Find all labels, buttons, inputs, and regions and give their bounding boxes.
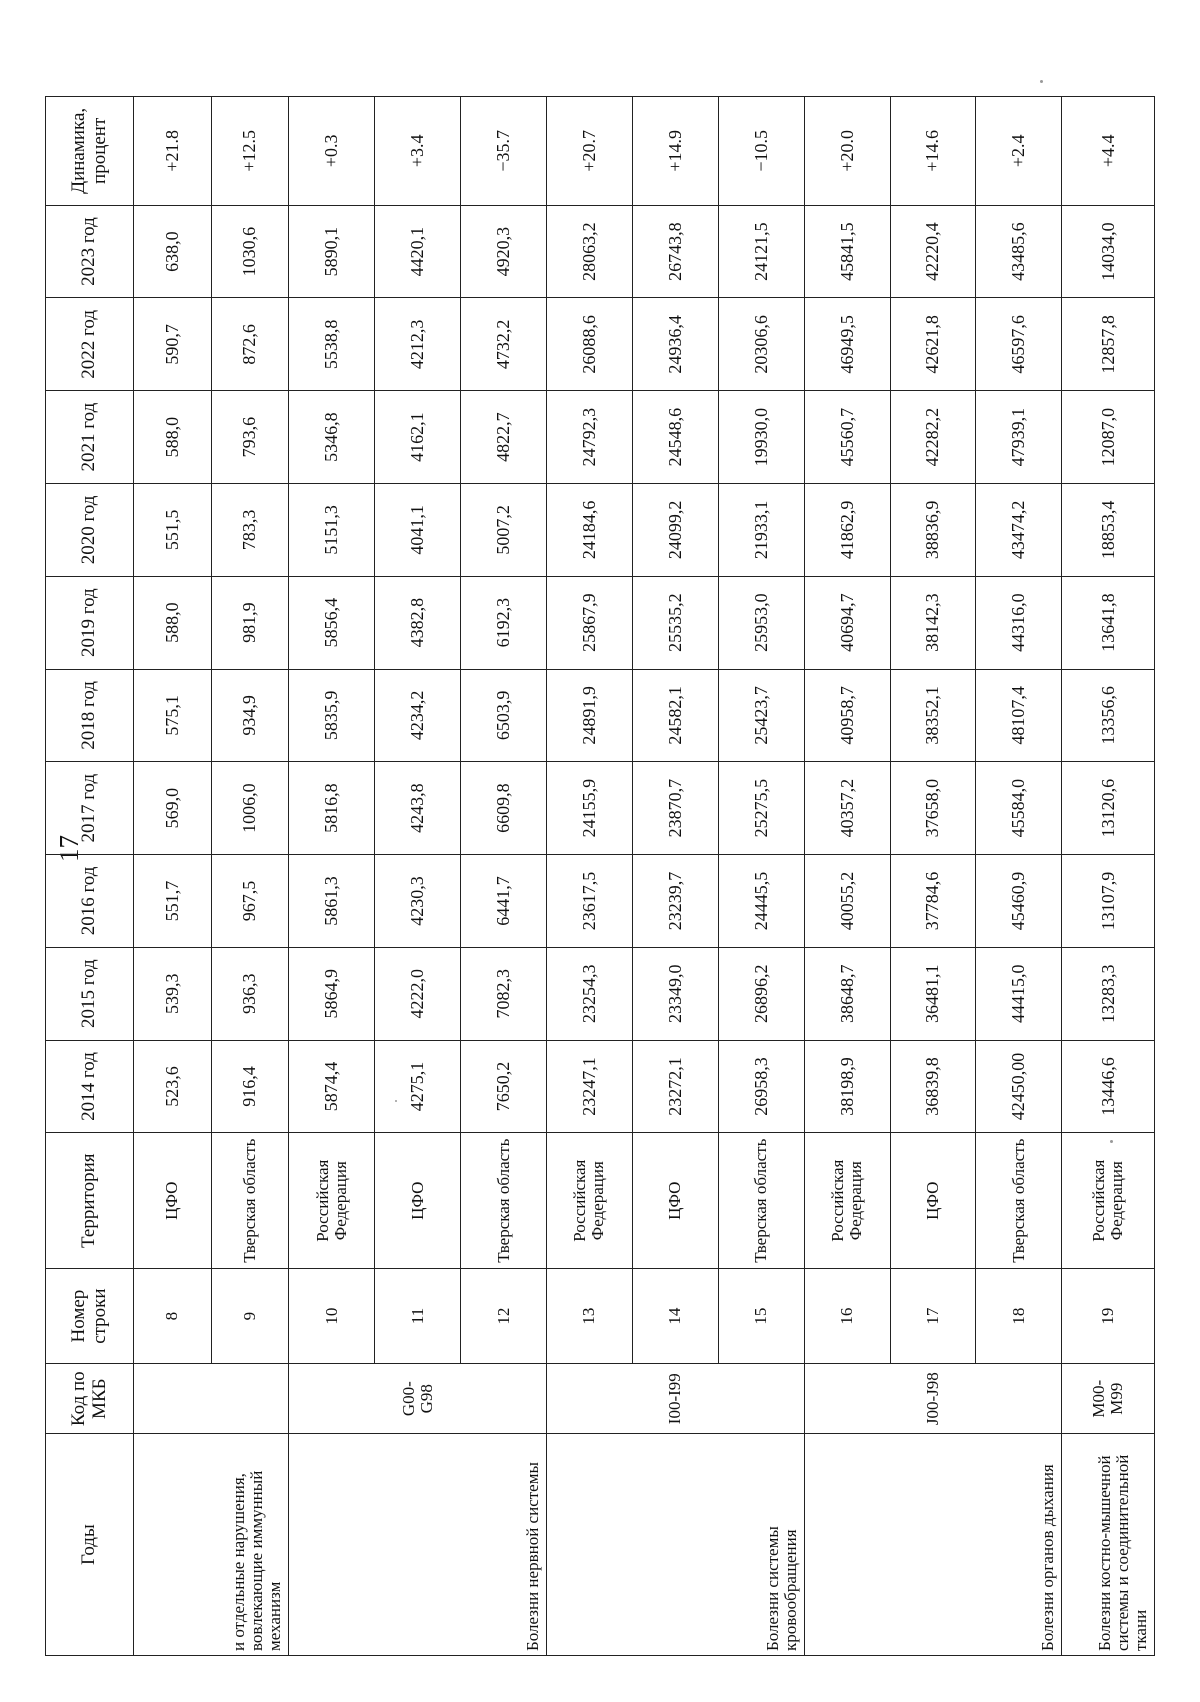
value-cell: 26896,2 [718, 947, 804, 1040]
value-cell: 28063,2 [547, 205, 633, 298]
dynamics-cell: −10.5 [718, 97, 804, 206]
scan-speck [1110, 1140, 1113, 1143]
value-cell: 38836,9 [890, 483, 976, 576]
header-cell: Номер строки [46, 1269, 134, 1364]
value-cell: 6503,9 [461, 669, 547, 762]
value-cell: 5874,4 [289, 1040, 375, 1133]
value-cell: 23247,1 [547, 1040, 633, 1133]
value-cell: 23272,1 [632, 1040, 718, 1133]
header-cell: Код по МКБ [46, 1364, 134, 1434]
value-cell: 4212,3 [375, 298, 461, 391]
row-number-cell: 9 [211, 1269, 289, 1364]
value-cell: 7082,3 [461, 947, 547, 1040]
header-cell: Динамика, процент [46, 97, 134, 206]
value-cell: 13446,6 [1062, 1040, 1155, 1133]
territory-cell: Тверская область [211, 1133, 289, 1269]
value-cell: 967,5 [211, 855, 289, 948]
row-number-cell: 12 [461, 1269, 547, 1364]
value-cell: 590,7 [134, 298, 212, 391]
value-cell: 37658,0 [890, 762, 976, 855]
value-cell: 4275,1 [375, 1040, 461, 1133]
dynamics-cell: +3.4 [375, 97, 461, 206]
header-cell: 2021 год [46, 391, 134, 484]
header-cell: 2019 год [46, 576, 134, 669]
header-cell: Годы [46, 1434, 134, 1656]
value-cell: 24792,3 [547, 391, 633, 484]
value-cell: 38648,7 [804, 947, 890, 1040]
value-cell: 44316,0 [976, 576, 1062, 669]
rotated-table-container [45, 96, 1155, 1656]
value-cell: 1030,6 [211, 205, 289, 298]
value-cell: 523,6 [134, 1040, 212, 1133]
value-cell: 37784,6 [890, 855, 976, 948]
value-cell: 14034,0 [1062, 205, 1155, 298]
value-cell: 4041,1 [375, 483, 461, 576]
icd-code-cell: I00-I99 [547, 1364, 805, 1434]
value-cell: 4162,1 [375, 391, 461, 484]
value-cell: 24548,6 [632, 391, 718, 484]
value-cell: 41862,9 [804, 483, 890, 576]
territory-cell: Российская Федерация [289, 1133, 375, 1269]
value-cell: 25423,7 [718, 669, 804, 762]
value-cell: 45841,5 [804, 205, 890, 298]
value-cell: 25867,9 [547, 576, 633, 669]
dynamics-cell: +21.8 [134, 97, 212, 206]
row-number-cell: 14 [632, 1269, 718, 1364]
value-cell: 6192,3 [461, 576, 547, 669]
value-cell: 638,0 [134, 205, 212, 298]
value-cell: 26088,6 [547, 298, 633, 391]
value-cell: 981,9 [211, 576, 289, 669]
row-number-cell: 11 [375, 1269, 461, 1364]
territory-cell: Тверская область [718, 1133, 804, 1269]
value-cell: 4222,0 [375, 947, 461, 1040]
value-cell: 5861,3 [289, 855, 375, 948]
group-name-cell: Болезни органов дыхания [804, 1434, 1062, 1656]
value-cell: 26743,8 [632, 205, 718, 298]
value-cell: 551,7 [134, 855, 212, 948]
value-cell: 40357,2 [804, 762, 890, 855]
header-cell: 2018 год [46, 669, 134, 762]
header-cell: 2015 год [46, 947, 134, 1040]
value-cell: 45584,0 [976, 762, 1062, 855]
value-cell: 47939,1 [976, 391, 1062, 484]
value-cell: 4920,3 [461, 205, 547, 298]
dynamics-cell: +0.3 [289, 97, 375, 206]
value-cell: 588,0 [134, 391, 212, 484]
value-cell: 1006,0 [211, 762, 289, 855]
value-cell: 4382,8 [375, 576, 461, 669]
value-cell: 5890,1 [289, 205, 375, 298]
dynamics-cell: +2.4 [976, 97, 1062, 206]
value-cell: 6441,7 [461, 855, 547, 948]
territory-cell: ЦФО [890, 1133, 976, 1269]
value-cell: 26958,3 [718, 1040, 804, 1133]
value-cell: 42621,8 [890, 298, 976, 391]
value-cell: 12087,0 [1062, 391, 1155, 484]
value-cell: 44415,0 [976, 947, 1062, 1040]
value-cell: 12857,8 [1062, 298, 1155, 391]
value-cell: 43474,2 [976, 483, 1062, 576]
value-cell: 25953,0 [718, 576, 804, 669]
icd-code-cell: M00-M99 [1062, 1364, 1155, 1434]
value-cell: 588,0 [134, 576, 212, 669]
value-cell: 40958,7 [804, 669, 890, 762]
dynamics-cell: −35.7 [461, 97, 547, 206]
header-cell: 2016 год [46, 855, 134, 948]
value-cell: 5346,8 [289, 391, 375, 484]
value-cell: 24099,2 [632, 483, 718, 576]
value-cell: 24582,1 [632, 669, 718, 762]
group-name-cell: Болезни костно-мышечной системы и соединительной ткани [1062, 1434, 1155, 1656]
value-cell: 916,4 [211, 1040, 289, 1133]
value-cell: 23617,5 [547, 855, 633, 948]
value-cell: 24936,4 [632, 298, 718, 391]
header-cell: 2023 год [46, 205, 134, 298]
value-cell: 936,3 [211, 947, 289, 1040]
value-cell: 23870,7 [632, 762, 718, 855]
value-cell: 934,9 [211, 669, 289, 762]
header-cell: Территория [46, 1133, 134, 1269]
value-cell: 5856,4 [289, 576, 375, 669]
dynamics-cell: +14.6 [890, 97, 976, 206]
value-cell: 23349,0 [632, 947, 718, 1040]
value-cell: 20306,6 [718, 298, 804, 391]
value-cell: 42220,4 [890, 205, 976, 298]
group-name-cell: Болезни нервной системы [289, 1434, 547, 1656]
row-number-cell: 13 [547, 1269, 633, 1364]
group-name-cell: и отдельные нарушения, вовлекающие иммунный механизм [134, 1434, 289, 1656]
value-cell: 4243,8 [375, 762, 461, 855]
territory-cell: Тверская область [976, 1133, 1062, 1269]
row-number-cell: 15 [718, 1269, 804, 1364]
icd-code-cell: G00-G98 [289, 1364, 547, 1434]
value-cell: 25275,5 [718, 762, 804, 855]
dynamics-cell: +4.4 [1062, 97, 1155, 206]
value-cell: 575,1 [134, 669, 212, 762]
scan-speck [1040, 80, 1043, 83]
header-cell: 2014 год [46, 1040, 134, 1133]
value-cell: 4732,2 [461, 298, 547, 391]
territory-cell: ЦФО [375, 1133, 461, 1269]
row-number-cell: 10 [289, 1269, 375, 1364]
value-cell: 13356,6 [1062, 669, 1155, 762]
row-number-cell: 16 [804, 1269, 890, 1364]
header-cell: 2022 год [46, 298, 134, 391]
value-cell: 539,3 [134, 947, 212, 1040]
value-cell: 872,6 [211, 298, 289, 391]
value-cell: 25535,2 [632, 576, 718, 669]
value-cell: 21933,1 [718, 483, 804, 576]
value-cell: 24445,5 [718, 855, 804, 948]
row-number-cell: 8 [134, 1269, 212, 1364]
value-cell: 569,0 [134, 762, 212, 855]
value-cell: 23239,7 [632, 855, 718, 948]
row-number-cell: 18 [976, 1269, 1062, 1364]
table-row [134, 97, 212, 1656]
value-cell: 13641,8 [1062, 576, 1155, 669]
value-cell: 43485,6 [976, 205, 1062, 298]
value-cell: 24155,9 [547, 762, 633, 855]
value-cell: 13283,3 [1062, 947, 1155, 1040]
value-cell: 38352,1 [890, 669, 976, 762]
value-cell: 6609,8 [461, 762, 547, 855]
territory-cell: Тверская область [461, 1133, 547, 1269]
dynamics-cell: +20.7 [547, 97, 633, 206]
value-cell: 5538,8 [289, 298, 375, 391]
group-name-cell: Болезни системы кровообращения [547, 1434, 805, 1656]
table-row [289, 97, 375, 1656]
value-cell: 5864,9 [289, 947, 375, 1040]
value-cell: 13120,6 [1062, 762, 1155, 855]
value-cell: 40055,2 [804, 855, 890, 948]
value-cell: 19930,0 [718, 391, 804, 484]
value-cell: 46949,5 [804, 298, 890, 391]
icd-code-cell [134, 1364, 289, 1434]
header-cell: 2020 год [46, 483, 134, 576]
value-cell: 48107,4 [976, 669, 1062, 762]
table-row [1062, 97, 1155, 1656]
page-number: 17 [54, 835, 84, 862]
territory-cell: ЦФО [134, 1133, 212, 1269]
value-cell: 45460,9 [976, 855, 1062, 948]
statistics-table [45, 96, 1155, 1656]
value-cell: 45560,7 [804, 391, 890, 484]
scan-speck [395, 1100, 397, 1102]
header-row [46, 97, 134, 1656]
territory-cell: Российская Федерация [804, 1133, 890, 1269]
value-cell: 5835,9 [289, 669, 375, 762]
value-cell: 5007,2 [461, 483, 547, 576]
value-cell: 13107,9 [1062, 855, 1155, 948]
value-cell: 38198,9 [804, 1040, 890, 1133]
value-cell: 38142,3 [890, 576, 976, 669]
value-cell: 7650,2 [461, 1040, 547, 1133]
value-cell: 23254,3 [547, 947, 633, 1040]
value-cell: 4822,7 [461, 391, 547, 484]
dynamics-cell: +12.5 [211, 97, 289, 206]
dynamics-cell: +14.9 [632, 97, 718, 206]
header-cell: 2017 год [46, 762, 134, 855]
value-cell: 18853,4 [1062, 483, 1155, 576]
territory-cell: Российская Федерация [1062, 1133, 1155, 1269]
value-cell: 24891,9 [547, 669, 633, 762]
value-cell: 5151,3 [289, 483, 375, 576]
territory-cell: Российская Федерация [547, 1133, 633, 1269]
value-cell: 24121,5 [718, 205, 804, 298]
value-cell: 36481,1 [890, 947, 976, 1040]
row-number-cell: 17 [890, 1269, 976, 1364]
territory-cell: ЦФО [632, 1133, 718, 1269]
value-cell: 42282,2 [890, 391, 976, 484]
value-cell: 46597,6 [976, 298, 1062, 391]
value-cell: 551,5 [134, 483, 212, 576]
value-cell: 42450,00 [976, 1040, 1062, 1133]
value-cell: 24184,6 [547, 483, 633, 576]
value-cell: 4420,1 [375, 205, 461, 298]
row-number-cell: 19 [1062, 1269, 1155, 1364]
icd-code-cell: J00-J98 [804, 1364, 1062, 1434]
value-cell: 793,6 [211, 391, 289, 484]
value-cell: 5816,8 [289, 762, 375, 855]
value-cell: 783,3 [211, 483, 289, 576]
table-row [804, 97, 890, 1656]
table-row [547, 97, 633, 1656]
dynamics-cell: +20.0 [804, 97, 890, 206]
value-cell: 36839,8 [890, 1040, 976, 1133]
value-cell: 4234,2 [375, 669, 461, 762]
value-cell: 4230,3 [375, 855, 461, 948]
value-cell: 40694,7 [804, 576, 890, 669]
